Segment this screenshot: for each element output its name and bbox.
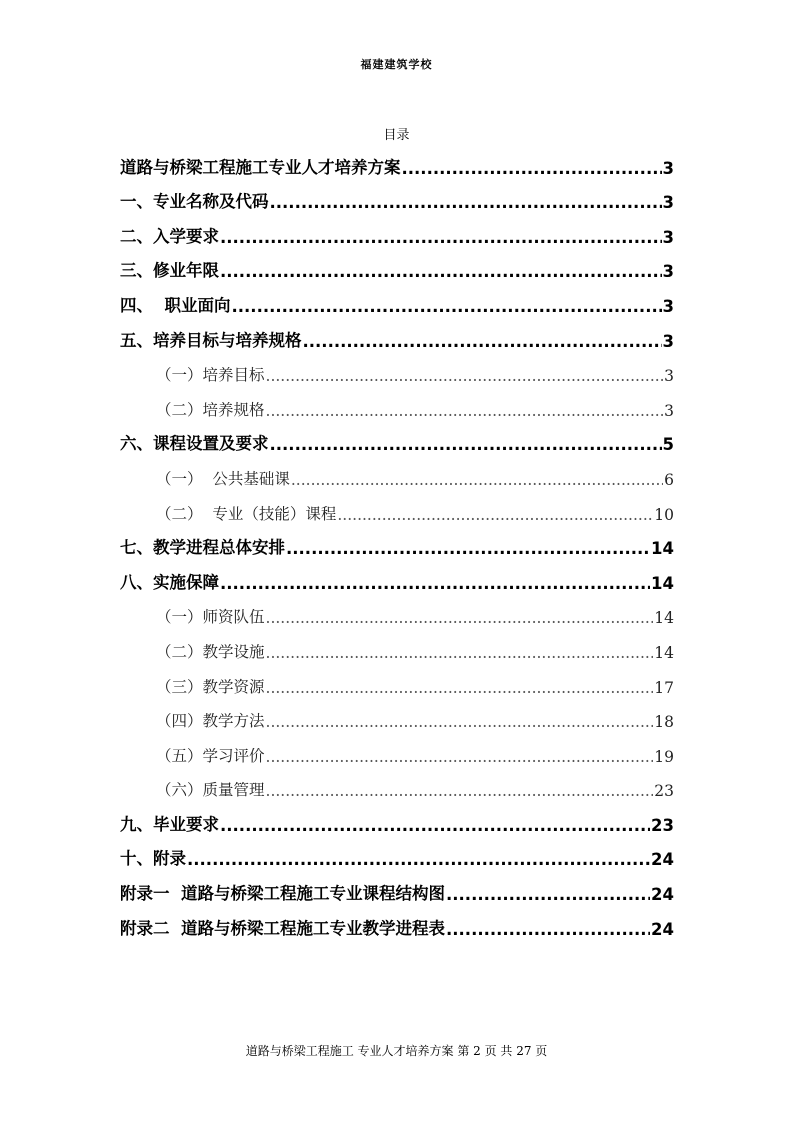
toc-entry-page: 19 [654, 747, 674, 766]
toc-entry-label: 附录二 道路与桥梁工程施工专业教学进程表 [120, 918, 445, 938]
toc-leader-dots [266, 679, 654, 697]
toc-entry-page: 18 [654, 713, 674, 732]
toc-entry[interactable] [120, 496, 674, 531]
toc-entry-label: （二） 专业（技能）课程 [156, 504, 337, 523]
toc-entry[interactable] [120, 392, 674, 427]
page-header: 福建建筑学校 [360, 58, 433, 71]
toc-entry-label: 四、 职业面向 [120, 295, 231, 315]
toc-entry[interactable] [120, 704, 674, 739]
toc-entry[interactable] [120, 634, 674, 669]
toc-entry[interactable] [120, 461, 674, 496]
toc-leader-dots [266, 402, 664, 420]
toc-entry[interactable] [120, 911, 674, 946]
toc-leader-dots [220, 816, 650, 835]
toc-entry[interactable] [120, 219, 674, 254]
toc-leader-dots [220, 262, 662, 281]
toc-entry[interactable] [120, 358, 674, 393]
toc-entry-label: （一） 公共基础课 [156, 469, 290, 488]
toc-entry-label: 九、毕业要求 [120, 814, 219, 834]
toc-leader-dots [266, 713, 654, 731]
toc-entry[interactable] [120, 565, 674, 600]
toc-entry-label: （一）师资队伍 [156, 608, 265, 627]
toc-entry-label: 七、教学进程总体安排 [120, 538, 285, 558]
toc-entry-label: （五）学习评价 [156, 746, 265, 765]
toc-leader-dots [266, 609, 654, 627]
toc-leader-dots [402, 159, 662, 178]
toc-entry[interactable] [120, 150, 674, 185]
toc-entry-label: 五、培养目标与培养规格 [120, 330, 302, 350]
toc-leader-dots [220, 228, 662, 247]
toc-entry-label: 六、课程设置及要求 [120, 434, 269, 454]
toc-entry[interactable] [120, 185, 674, 220]
toc-entry[interactable] [120, 807, 674, 842]
toc-leader-dots [187, 850, 650, 869]
toc-entry-page: 14 [654, 643, 674, 662]
toc-entry-label: （三）教学资源 [156, 677, 265, 696]
toc-entry-page: 14 [651, 539, 674, 559]
toc-entry-page: 24 [651, 919, 674, 939]
toc-entry-label: 附录一 道路与桥梁工程施工专业课程结构图 [120, 884, 445, 904]
toc-entry-label: （六）质量管理 [156, 781, 265, 800]
toc-title: 目录 [383, 128, 410, 143]
toc-leader-dots [446, 885, 650, 904]
toc-entry-page: 23 [651, 815, 674, 835]
toc-entry[interactable] [120, 738, 674, 773]
toc-entry[interactable] [120, 323, 674, 358]
page-footer: 道路与桥梁工程施工 专业人才培养方案 第 2 页 共 27 页 [245, 1044, 548, 1058]
toc-entry[interactable] [120, 254, 674, 289]
toc-entry[interactable] [120, 876, 674, 911]
toc-entry-page: 23 [654, 782, 674, 801]
toc-entry-label: （一）培养目标 [156, 366, 265, 385]
toc-entry-page: 3 [662, 331, 674, 351]
toc-leader-dots [266, 782, 654, 800]
toc-leader-dots [270, 193, 662, 212]
toc-entry-label: （二）教学设施 [156, 642, 265, 661]
toc-leader-dots [232, 297, 662, 316]
toc-entry[interactable] [120, 669, 674, 704]
toc-entry-page: 24 [651, 850, 674, 870]
toc-entry[interactable] [120, 288, 674, 323]
toc-entry-label: 道路与桥梁工程施工专业人才培养方案 [120, 157, 401, 177]
toc-entry[interactable] [120, 531, 674, 566]
toc-entry-label: 二、入学要求 [120, 226, 219, 246]
toc-entry-page: 3 [662, 227, 674, 247]
toc-entry-page: 5 [662, 435, 674, 455]
toc-entry-page: 14 [654, 609, 674, 628]
toc-leader-dots [446, 920, 650, 939]
toc-entry-page: 10 [654, 505, 674, 524]
toc-entry-label: （二）培养规格 [156, 400, 265, 419]
toc-leader-dots [337, 506, 653, 524]
toc-entry-page: 3 [662, 193, 674, 213]
toc-leader-dots [303, 332, 662, 351]
toc-leader-dots [266, 748, 654, 766]
toc-entry[interactable] [120, 600, 674, 635]
toc-entry-page: 3 [662, 296, 674, 316]
toc-entry-page: 24 [651, 885, 674, 905]
toc-entry-label: （四）教学方法 [156, 712, 265, 731]
toc-entry-label: 十、附录 [120, 849, 186, 869]
toc-leader-dots [266, 367, 664, 385]
toc-leader-dots [291, 471, 663, 489]
toc-leader-dots [270, 435, 662, 454]
toc-entry-label: 一、专业名称及代码 [120, 192, 269, 212]
toc-entry-page: 3 [664, 401, 674, 420]
toc-leader-dots [266, 644, 654, 662]
toc-entry[interactable] [120, 427, 674, 462]
toc-entry[interactable] [120, 773, 674, 808]
toc-entry-page: 3 [662, 158, 674, 178]
toc-entry-label: 八、实施保障 [120, 572, 219, 592]
toc-entry-page: 14 [651, 573, 674, 593]
toc-entry-page: 6 [664, 470, 674, 489]
toc-entry-page: 3 [662, 262, 674, 282]
toc-entry-page: 17 [654, 678, 674, 697]
toc-entry-label: 三、修业年限 [120, 261, 219, 281]
table-of-contents [120, 150, 674, 946]
toc-entry-page: 3 [664, 367, 674, 386]
toc-leader-dots [220, 574, 650, 593]
toc-leader-dots [286, 539, 650, 558]
toc-entry[interactable] [120, 842, 674, 877]
